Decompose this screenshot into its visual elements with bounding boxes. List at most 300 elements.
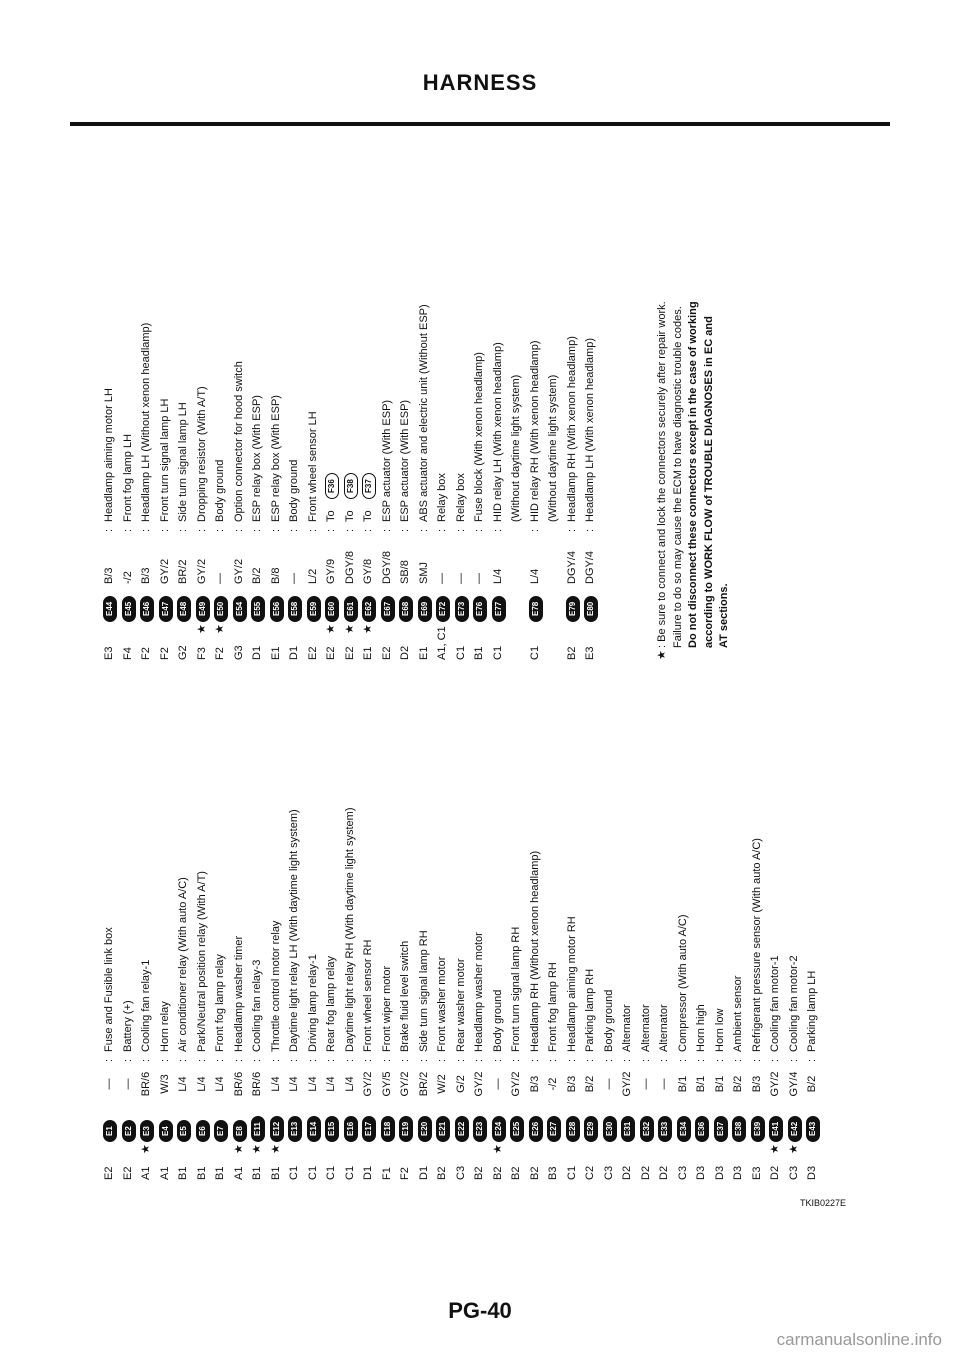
connector-description: Throttle control motor relay xyxy=(269,920,282,1052)
connector-id-badge: E61 xyxy=(344,596,358,622)
connector-color-code: GY/5 xyxy=(380,1071,393,1097)
connector-id-badge: E18 xyxy=(381,1116,395,1142)
connector-id-badge: E21 xyxy=(436,1116,450,1142)
connector-color-code: L/4 xyxy=(325,1076,337,1092)
connector-id-badge: E11 xyxy=(251,1116,265,1142)
connector-id-badge: E54 xyxy=(233,596,247,622)
connector-id-badge: E47 xyxy=(159,596,173,622)
star-marker-icon: ★ xyxy=(787,1144,800,1154)
connector-description: Daytime light relay RH (With daytime light system) xyxy=(343,807,356,1052)
location-grid: B1 xyxy=(195,1166,208,1180)
connector-id-badge: E33 xyxy=(658,1116,672,1142)
target-connector-badge: F37 xyxy=(362,473,376,499)
connector-color-code: GY/2 xyxy=(473,1071,485,1097)
connector-id-badge: E29 xyxy=(584,1116,598,1142)
connector-description: Front turn signal lamp LH xyxy=(158,398,171,522)
connector-id-badge: E19 xyxy=(399,1116,413,1142)
location-grid: A1, C1 xyxy=(436,626,448,660)
connector-color-code: — xyxy=(436,573,448,584)
connector-id-badge: E31 xyxy=(621,1116,635,1142)
location-grid: G3 xyxy=(232,645,245,660)
separator-colon: : xyxy=(769,1058,781,1062)
connector-description: Rear washer motor xyxy=(454,958,467,1052)
location-grid: E3 xyxy=(750,1166,763,1180)
connector-id-badge: E3 xyxy=(140,1120,154,1142)
separator-colon: : xyxy=(121,1058,134,1062)
connector-description: Headlamp LH (Without xenon headlamp) xyxy=(140,322,152,522)
separator-colon: : xyxy=(195,1058,208,1062)
connector-description: Front fog lamp relay xyxy=(214,954,226,1052)
location-grid: F2 xyxy=(158,647,171,660)
separator-colon: : xyxy=(676,1058,689,1062)
location-grid: C1 xyxy=(454,645,467,660)
connector-color-code: B/3 xyxy=(528,1075,541,1093)
connector-description: (Without daytime light system) xyxy=(547,374,559,522)
connector-description: To xyxy=(343,510,356,522)
star-marker-icon: ★ xyxy=(214,624,226,634)
location-grid: B2 xyxy=(510,1166,522,1180)
connector-color-code: — xyxy=(288,573,300,584)
location-grid: D1 xyxy=(288,645,300,660)
connector-color-code: GY/4 xyxy=(787,1071,800,1097)
separator-colon: : xyxy=(436,1058,448,1062)
note-line-bold: according to WORK FLOW of TROUBLE DIAGNOSES in EC and xyxy=(702,316,715,648)
connector-description: Headlamp aiming motor LH xyxy=(103,388,115,522)
connector-id-badge: E26 xyxy=(529,1116,543,1142)
connector-list-rotated xyxy=(100,140,818,1180)
separator-colon: : xyxy=(491,528,504,532)
connector-color-code: GY/2 xyxy=(769,1071,781,1097)
target-connector-badge: F36 xyxy=(325,473,339,499)
connector-color-code: B/1 xyxy=(676,1075,689,1093)
location-grid: B1 xyxy=(269,1166,282,1180)
connector-id-badge: E38 xyxy=(732,1116,746,1142)
separator-colon: : xyxy=(158,528,171,532)
watermark-url: carmanualsonline.info xyxy=(776,1330,942,1349)
separator-colon: : xyxy=(177,528,189,532)
connector-id-badge: E78 xyxy=(529,596,543,622)
connector-description: Headlamp washer timer xyxy=(232,935,245,1052)
separator-colon: : xyxy=(621,1058,633,1062)
separator-colon: : xyxy=(269,1058,282,1062)
separator-colon: : xyxy=(528,1058,541,1062)
location-grid: C1 xyxy=(325,1165,337,1180)
separator-colon: : xyxy=(158,1058,171,1062)
note-line: Failure to do so may cause the ECM to have diagnostic trouble codes. xyxy=(671,306,684,648)
star-marker-icon: ★ xyxy=(232,1144,245,1154)
connector-id-badge: E55 xyxy=(251,596,265,622)
separator-colon: : xyxy=(565,528,578,532)
connector-color-code: B/2 xyxy=(251,567,263,584)
connector-id-badge: E69 xyxy=(418,596,432,622)
connector-color-code: L/4 xyxy=(177,1076,189,1092)
connector-id-badge: E7 xyxy=(214,1120,228,1142)
target-connector-badge: F38 xyxy=(344,473,358,499)
connector-description: Fuse and Fusible link box xyxy=(103,927,115,1052)
separator-colon: : xyxy=(454,1058,467,1062)
separator-colon: : xyxy=(547,1058,559,1062)
separator-colon: : xyxy=(695,1058,707,1062)
connector-id-badge: E43 xyxy=(806,1116,820,1142)
location-grid: B2 xyxy=(436,1166,448,1180)
connector-description: Front wheel sensor LH xyxy=(306,411,319,522)
connector-id-badge: E16 xyxy=(344,1116,358,1142)
separator-colon: : xyxy=(288,528,300,532)
separator-colon: : xyxy=(732,1058,744,1062)
connector-color-code: DGY/8 xyxy=(343,550,356,584)
separator-colon: : xyxy=(399,1058,411,1062)
connector-description: Fuse block (With xenon headlamp) xyxy=(473,352,485,522)
location-grid: E2 xyxy=(306,646,319,660)
connector-id-badge: E73 xyxy=(455,596,469,622)
location-grid: D1 xyxy=(251,645,263,660)
location-grid: D2 xyxy=(399,645,411,660)
connector-id-badge: E80 xyxy=(584,596,598,622)
connector-id-badge: E49 xyxy=(196,596,210,622)
connector-color-code: B/8 xyxy=(269,567,282,584)
separator-colon: : xyxy=(306,528,319,532)
separator-colon: : xyxy=(214,1058,226,1062)
connector-description: Body ground xyxy=(288,459,300,522)
separator-colon: : xyxy=(103,528,115,532)
connector-description: Front fog lamp LH xyxy=(121,433,134,522)
connector-description: Relay box xyxy=(454,473,467,522)
connector-color-code: B/3 xyxy=(565,1075,578,1093)
connector-description: Compressor (With auto A/C) xyxy=(676,914,689,1052)
star-marker-icon: ★ xyxy=(656,650,668,660)
separator-colon: : xyxy=(140,528,152,532)
connector-description: Parking lamp RH xyxy=(584,968,596,1052)
location-grid: D3 xyxy=(695,1165,707,1180)
location-grid: C1 xyxy=(491,645,504,660)
location-grid: B1 xyxy=(251,1166,263,1180)
location-grid: C3 xyxy=(787,1165,800,1180)
location-grid: F2 xyxy=(140,647,152,660)
location-grid: A1 xyxy=(232,1166,245,1180)
connector-description: Parking lamp LH xyxy=(806,970,818,1052)
connector-color-code: DGY/4 xyxy=(584,550,596,584)
connector-color-code: GY/2 xyxy=(362,1071,374,1097)
connector-color-code: — xyxy=(658,1078,670,1090)
connector-id-badge: E24 xyxy=(492,1116,506,1142)
connector-id-badge: E62 xyxy=(362,596,376,622)
connector-id-badge: E4 xyxy=(159,1120,173,1142)
separator-colon: : xyxy=(214,528,226,532)
title-rule xyxy=(70,122,890,126)
connector-id-badge: E12 xyxy=(270,1116,284,1142)
connector-description: Daytime light relay LH (With daytime light system) xyxy=(288,809,300,1052)
location-grid: C1 xyxy=(565,1165,578,1180)
connector-description: HID relay LH (With xenon headlamp) xyxy=(491,342,504,522)
location-grid: D2 xyxy=(639,1165,652,1180)
connector-color-code: GY/2 xyxy=(399,1071,411,1097)
separator-colon: : xyxy=(232,1058,245,1062)
connector-description: Front turn signal lamp RH xyxy=(510,926,522,1052)
connector-description: Horn high xyxy=(695,1004,707,1052)
connector-id-badge: E32 xyxy=(640,1116,654,1142)
connector-color-code: — xyxy=(639,1078,652,1090)
note-line-bold: AT sections. xyxy=(718,583,730,648)
connector-id-badge: E44 xyxy=(103,596,117,622)
separator-colon: : xyxy=(325,528,337,532)
location-grid: B2 xyxy=(528,1166,541,1180)
location-grid: B1 xyxy=(214,1166,226,1180)
star-marker-icon: ★ xyxy=(325,624,337,634)
connector-color-code: GY/8 xyxy=(362,558,374,584)
separator-colon: : xyxy=(362,528,374,532)
connector-description: Body ground xyxy=(602,989,615,1052)
connector-color-code: W/3 xyxy=(158,1074,171,1094)
separator-colon: : xyxy=(140,1058,152,1062)
connector-color-code: — xyxy=(121,1078,134,1090)
connector-id-badge: E1 xyxy=(103,1120,117,1142)
separator-colon: : xyxy=(269,528,282,532)
separator-colon: : xyxy=(232,528,245,532)
connector-description: Brake fluid level switch xyxy=(399,940,411,1052)
connector-color-code: BR/2 xyxy=(417,1071,430,1097)
connector-color-code: — xyxy=(454,573,467,584)
connector-color-code: L/4 xyxy=(214,1076,226,1092)
connector-color-code: — xyxy=(214,573,226,584)
location-grid: C3 xyxy=(454,1165,467,1180)
location-grid: D1 xyxy=(417,1165,430,1180)
separator-colon: : xyxy=(251,528,263,532)
connector-color-code: — xyxy=(491,1078,504,1090)
location-grid: C2 xyxy=(584,1165,596,1180)
location-grid: E2 xyxy=(380,646,393,660)
location-grid: B3 xyxy=(547,1166,559,1180)
location-grid: G2 xyxy=(177,645,189,660)
location-grid: C3 xyxy=(602,1165,615,1180)
separator-colon: : xyxy=(658,1058,670,1062)
separator-colon: : xyxy=(251,1058,263,1062)
connector-id-badge: E23 xyxy=(473,1116,487,1142)
note-line: : Be sure to connect and lock the connectors securely after repair work. xyxy=(656,301,668,648)
page-title: HARNESS xyxy=(422,70,538,95)
connector-id-badge: E15 xyxy=(325,1116,339,1142)
separator-colon: : xyxy=(602,1058,615,1062)
location-grid: E1 xyxy=(362,646,374,660)
connector-id-badge: E28 xyxy=(566,1116,580,1142)
star-marker-icon: ★ xyxy=(251,1144,263,1154)
separator-colon: : xyxy=(584,1058,596,1062)
connector-description: ESP actuator (With ESP) xyxy=(399,399,411,522)
connector-id-badge: E36 xyxy=(695,1116,709,1142)
separator-colon: : xyxy=(565,1058,578,1062)
connector-id-badge: E6 xyxy=(196,1120,210,1142)
connector-description: Park/Neutral position relay (With A/T) xyxy=(195,871,208,1052)
separator-colon: : xyxy=(306,1058,319,1062)
connector-id-badge: E59 xyxy=(307,596,321,622)
separator-colon: : xyxy=(806,1058,818,1062)
connector-description: Cooling fan relay-3 xyxy=(251,959,263,1052)
connector-color-code: GY/2 xyxy=(158,558,171,584)
connector-description: ESP relay box (With ESP) xyxy=(251,395,263,522)
connector-description: Driving lamp relay-1 xyxy=(306,954,319,1052)
connector-description: Rear fog lamp relay xyxy=(325,956,337,1052)
location-grid: D2 xyxy=(621,1165,633,1180)
connector-description: Horn low xyxy=(713,1008,726,1052)
connector-id-badge: E8 xyxy=(233,1120,247,1142)
connector-id-badge: E60 xyxy=(325,596,339,622)
connector-description: Body ground xyxy=(491,989,504,1052)
connector-id-badge: E34 xyxy=(677,1116,691,1142)
location-grid: D2 xyxy=(658,1165,670,1180)
connector-color-code: L/4 xyxy=(491,568,504,584)
connector-color-code: — xyxy=(473,573,485,584)
connector-description: ESP relay box (With ESP) xyxy=(269,395,282,522)
connector-color-code: B/2 xyxy=(584,1075,596,1093)
connector-id-badge: E42 xyxy=(788,1116,802,1142)
image-reference: TKIB0227E xyxy=(800,1198,847,1208)
connector-id-badge: E39 xyxy=(751,1116,765,1142)
connector-color-code: B/3 xyxy=(140,567,152,584)
connector-description: To xyxy=(362,510,374,522)
connector-id-badge: E2 xyxy=(122,1120,136,1142)
connector-description: Headlamp washer motor xyxy=(473,932,485,1052)
location-grid: F2 xyxy=(399,1167,411,1180)
connector-description: Headlamp RH (With xenon headlamp) xyxy=(565,336,578,522)
location-grid: C1 xyxy=(288,1165,300,1180)
connector-description: Alternator xyxy=(658,1004,670,1052)
connector-color-code: BR/6 xyxy=(140,1071,152,1097)
connector-description: ABS actuator and electric unit (Without ESP) xyxy=(417,304,430,522)
connector-id-badge: E68 xyxy=(399,596,413,622)
connector-description: Dropping resistor (With A/T) xyxy=(195,386,208,522)
location-grid: E2 xyxy=(343,646,356,660)
connector-color-code: BR/2 xyxy=(177,559,189,584)
connector-color-code: B/1 xyxy=(713,1075,726,1093)
connector-description: Horn relay xyxy=(158,1001,171,1052)
location-grid: E2 xyxy=(325,646,337,660)
separator-colon: : xyxy=(787,1058,800,1062)
connector-color-code: SB/8 xyxy=(399,560,411,584)
location-grid: A1 xyxy=(140,1166,152,1180)
separator-colon: : xyxy=(121,528,134,532)
separator-colon: : xyxy=(528,528,541,532)
connector-description: Option connector for hood switch xyxy=(232,361,245,522)
separator-colon: : xyxy=(639,1058,652,1062)
connector-description: Battery (+) xyxy=(121,1000,134,1052)
connector-id-badge: E20 xyxy=(418,1116,432,1142)
location-grid: B2 xyxy=(473,1166,485,1180)
connector-description: Front fog lamp RH xyxy=(547,962,559,1052)
connector-color-code: -/2 xyxy=(547,1077,559,1091)
location-grid: E2 xyxy=(103,1166,115,1180)
star-marker-icon: ★ xyxy=(769,1144,781,1154)
separator-colon: : xyxy=(454,528,467,532)
separator-colon: : xyxy=(713,1058,726,1062)
connector-color-code: GY/2 xyxy=(195,558,208,584)
connector-description: Headlamp LH (With xenon headlamp) xyxy=(584,337,596,522)
connector-description: Side turn signal lamp LH xyxy=(177,402,189,522)
location-grid: B2 xyxy=(565,646,578,660)
star-marker-icon: ★ xyxy=(195,624,208,634)
separator-colon: : xyxy=(399,528,411,532)
connector-description: Cooling fan motor-2 xyxy=(787,955,800,1052)
separator-colon: : xyxy=(584,528,596,532)
location-grid: C3 xyxy=(676,1165,689,1180)
connector-color-code: BR/6 xyxy=(251,1071,263,1097)
connector-description: (Without daytime light system) xyxy=(510,374,522,522)
connector-color-code: B/3 xyxy=(750,1075,763,1093)
connector-color-code: L/4 xyxy=(269,1076,282,1092)
connector-id-badge: E46 xyxy=(140,596,154,622)
location-grid: E1 xyxy=(269,646,282,660)
connector-description: To xyxy=(325,510,337,522)
star-marker-icon: ★ xyxy=(140,1144,152,1154)
connector-id-badge: E77 xyxy=(492,596,506,622)
connector-color-code: B/3 xyxy=(103,567,115,584)
connector-id-badge: E48 xyxy=(177,596,191,622)
connector-color-code: L/4 xyxy=(306,1076,319,1092)
location-grid: B1 xyxy=(177,1166,189,1180)
location-grid: A1 xyxy=(158,1166,171,1180)
connector-id-badge: E45 xyxy=(122,596,136,622)
connector-id-badge: E72 xyxy=(436,596,450,622)
location-grid: E1 xyxy=(417,646,430,660)
connector-color-code: W/2 xyxy=(436,1074,448,1094)
separator-colon: : xyxy=(288,1058,300,1062)
connector-description: Front wheel sensor RH xyxy=(362,939,374,1052)
separator-colon: : xyxy=(380,1058,393,1062)
separator-colon: : xyxy=(362,1058,374,1062)
connector-color-code: B/1 xyxy=(695,1075,707,1093)
connector-id-badge: E17 xyxy=(362,1116,376,1142)
note-line-bold: Do not disconnect these connectors except in the case of working xyxy=(687,301,699,648)
connector-id-badge: E5 xyxy=(177,1120,191,1142)
star-marker-icon: ★ xyxy=(491,1144,504,1154)
connector-description: Alternator xyxy=(639,1004,652,1052)
location-grid: C1 xyxy=(343,1165,356,1180)
separator-colon: : xyxy=(436,528,448,532)
connector-color-code: L/4 xyxy=(343,1076,356,1092)
connector-description: Air conditioner relay (With auto A/C) xyxy=(177,877,189,1052)
location-grid: C1 xyxy=(306,1165,319,1180)
location-grid: D3 xyxy=(732,1165,744,1180)
connector-color-code: — xyxy=(103,1078,115,1090)
separator-colon: : xyxy=(177,1058,189,1062)
connector-description: Cooling fan relay-1 xyxy=(140,959,152,1052)
page-number: PG-40 xyxy=(448,1298,512,1323)
connector-color-code: L/2 xyxy=(306,568,319,584)
connector-id-badge: E22 xyxy=(455,1116,469,1142)
location-grid: D2 xyxy=(769,1165,781,1180)
separator-colon: : xyxy=(510,1058,522,1062)
separator-colon: : xyxy=(380,528,393,532)
connector-id-badge: E41 xyxy=(769,1116,783,1142)
connector-id-badge: E14 xyxy=(307,1116,321,1142)
connector-color-code: L/4 xyxy=(195,1076,208,1092)
connector-description: Front wiper motor xyxy=(380,965,393,1052)
connector-description: Cooling fan motor-1 xyxy=(769,955,781,1052)
separator-colon: : xyxy=(103,1058,115,1062)
connector-color-code: B/2 xyxy=(806,1075,818,1093)
location-grid: E2 xyxy=(121,1166,134,1180)
connector-id-badge: E56 xyxy=(270,596,284,622)
separator-colon: : xyxy=(343,1058,356,1062)
star-marker-icon: ★ xyxy=(269,1144,282,1154)
location-grid: F2 xyxy=(214,647,226,660)
location-grid: D3 xyxy=(713,1165,726,1180)
connector-color-code: G/2 xyxy=(454,1075,467,1093)
star-marker-icon: ★ xyxy=(343,624,356,634)
connector-color-code: GY/2 xyxy=(510,1071,522,1097)
star-marker-icon: ★ xyxy=(362,624,374,634)
connector-color-code: GY/9 xyxy=(325,558,337,584)
separator-colon: : xyxy=(417,528,430,532)
separator-colon: : xyxy=(195,528,208,532)
